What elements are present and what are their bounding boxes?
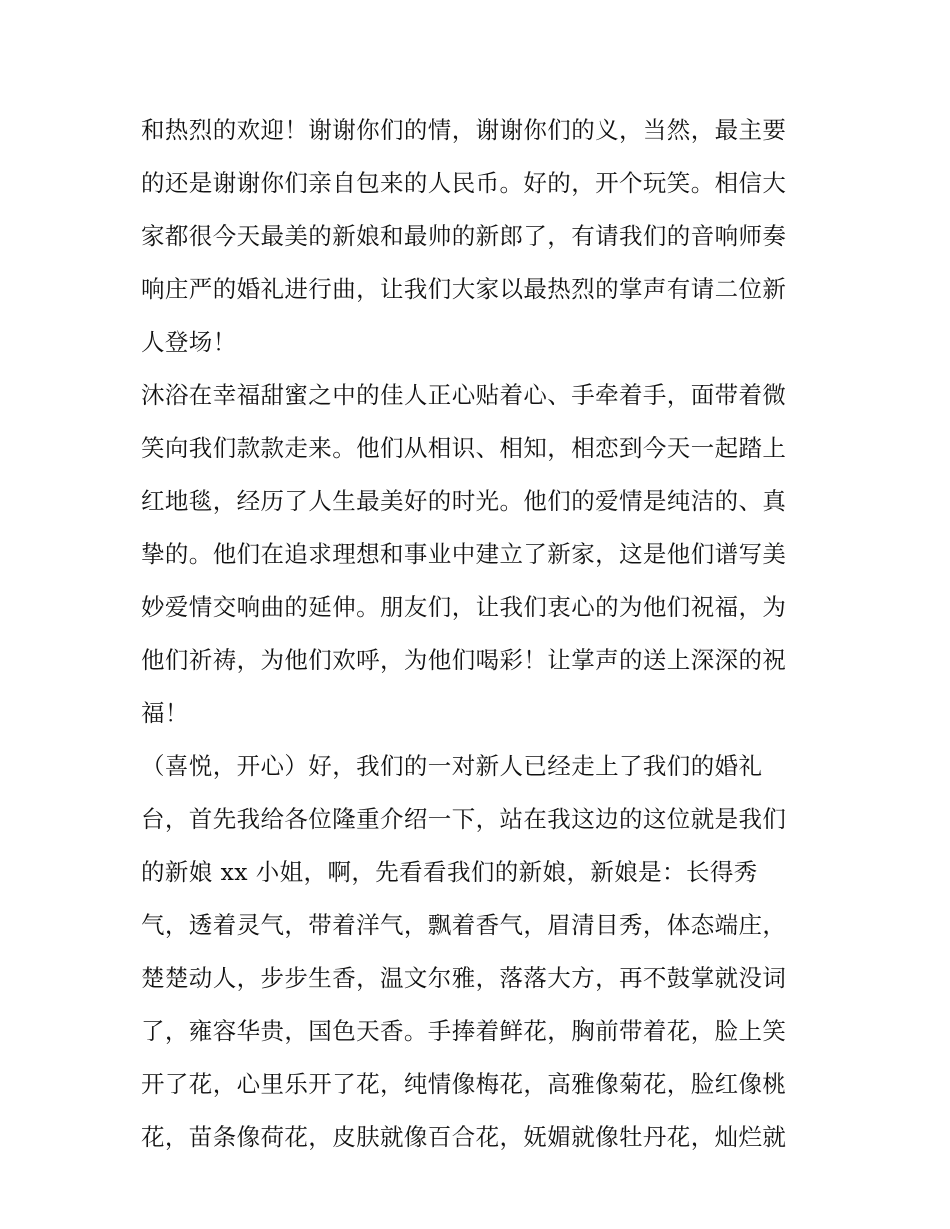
text-line: （喜悦，开心）好，我们的一对新人已经走上了我们的婚礼 [141, 752, 763, 780]
text-line: 开了花，心里乐开了花，纯情像梅花，高雅像菊花，脸红像桃 [141, 1070, 787, 1098]
text-line: 的还是谢谢你们亲自包来的人民币。好的，开个玩笑。相信大 [141, 169, 787, 197]
text-line: 挚的。他们在追求理想和事业中建立了新家，这是他们谱写美 [141, 540, 787, 568]
text-line: 响庄严的婚礼进行曲，让我们大家以最热烈的掌声有请二位新 [141, 275, 787, 303]
text-line: 妙爱情交响曲的延伸。朋友们，让我们衷心的为他们祝福，为 [141, 593, 787, 621]
text-line: 台，首先我给各位隆重介绍一下，站在我这边的这位就是我们 [141, 805, 787, 833]
text-line: 人登场！ [141, 328, 237, 356]
text-line: 楚楚动人，步步生香，温文尔雅，落落大方，再不鼓掌就没词 [141, 964, 787, 992]
text-line: 他们祈祷，为他们欢呼，为他们喝彩！让掌声的送上深深的祝 [141, 646, 787, 674]
text-line: 了，雍容华贵，国色天香。手捧着鲜花，胸前带着花，脸上笑 [141, 1017, 787, 1045]
text-line: 福！ [141, 699, 189, 727]
text-line: 家都很今天最美的新娘和最帅的新郎了，有请我们的音响师奏 [141, 222, 787, 250]
text-line: 花，苗条像荷花，皮肤就像百合花，妩媚就像牡丹花，灿烂就 [141, 1123, 787, 1151]
text-line: 和热烈的欢迎！谢谢你们的情，谢谢你们的义，当然，最主要 [141, 116, 787, 144]
text-line: 气，透着灵气，带着洋气，飘着香气，眉清目秀，体态端庄， [141, 911, 787, 939]
text-line: 笑向我们款款走来。他们从相识、相知，相恋到今天一起踏上 [141, 434, 787, 462]
text-line: 沐浴在幸福甜蜜之中的佳人正心贴着心、手牵着手，面带着微 [141, 381, 787, 409]
text-line: 红地毯，经历了人生最美好的时光。他们的爱情是纯洁的、真 [141, 487, 787, 515]
text-line: 的新娘 xx 小姐，啊，先看看我们的新娘，新娘是：长得秀 [141, 858, 758, 886]
